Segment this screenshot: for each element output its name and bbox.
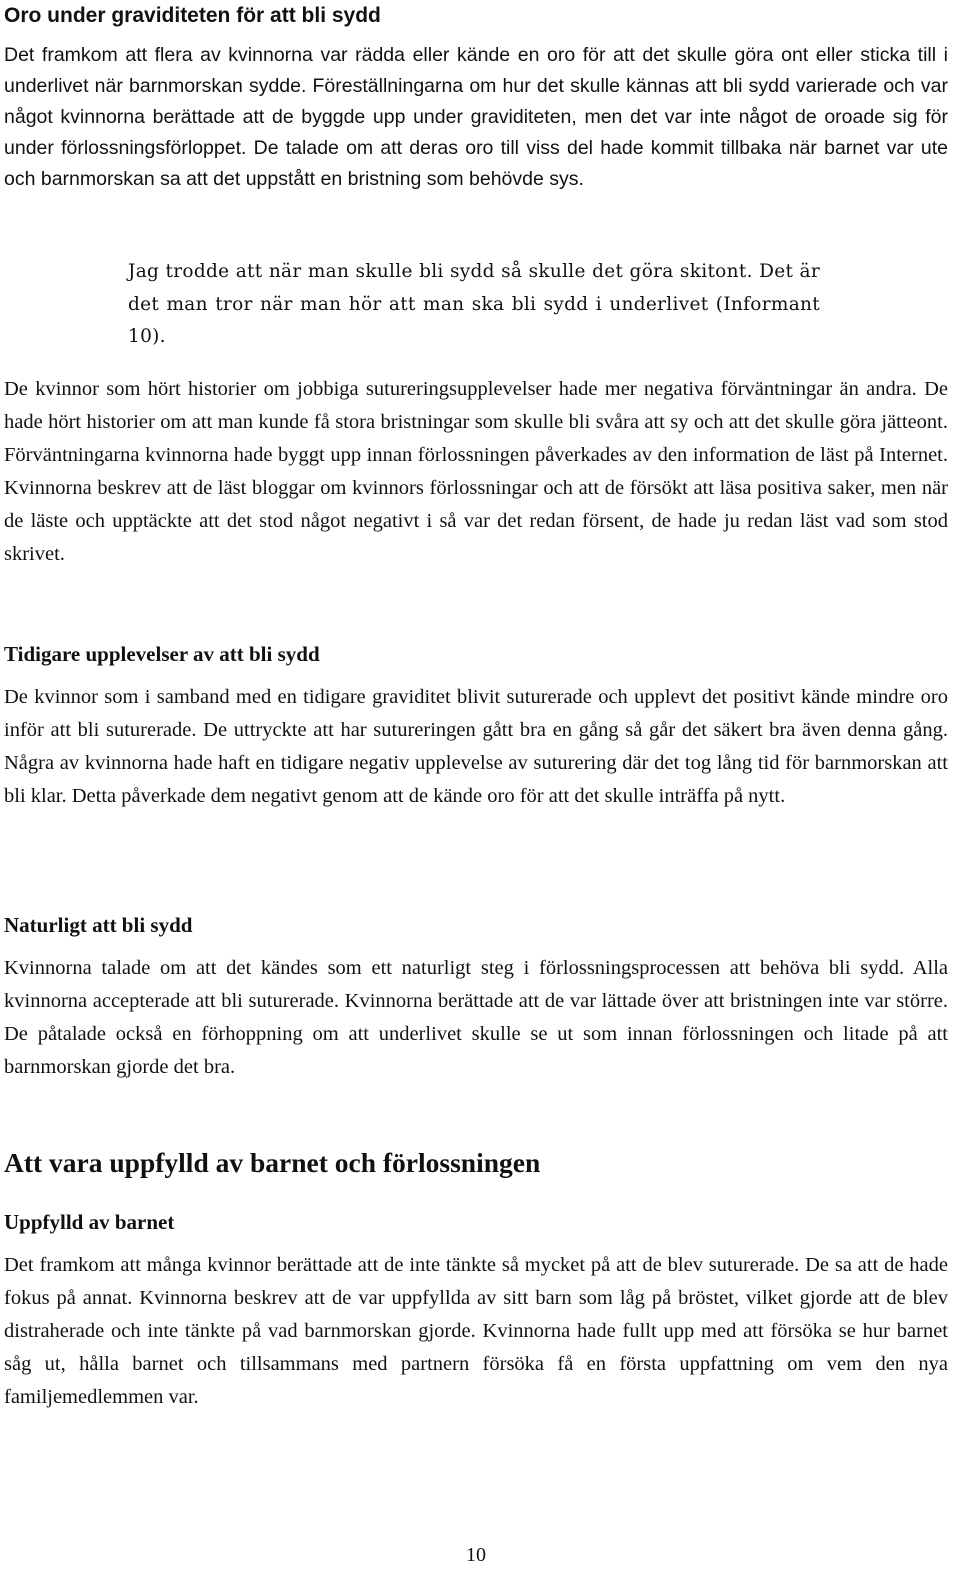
informant-quote: Jag trodde att när man skulle bli sydd så skulle det göra skitont. Det är det man tror när man hör att man ska bli sydd i underlivet (Informant 10). — [128, 261, 820, 347]
page-number: 10 — [466, 1544, 486, 1566]
paragraph-uppfylld-barnet: Det framkom att många kvinnor berättade att de inte tänkte så mycket på att de blev suturerade. De sa att de hade fokus på annat. Kvinnorna beskrev att de var uppfyllda av sitt barn som låg på bröstet, vilket gjorde att de blev distraherade och inte tänkte på vad barnmorskan gjorde. Kvinnorna hade fullt upp med att försöka se hur barnet såg ut, hålla barnet och tillsammans med partnern försöka få en första uppfattning om vem den nya familjemedlemmen var. — [4, 1254, 948, 1408]
chapter-heading-uppfylld: Att vara uppfylld av barnet och förlossningen — [4, 1147, 541, 1178]
section-heading-tidigare: Tidigare upplevelser av att bli sydd — [4, 642, 320, 666]
section-heading-oro: Oro under graviditeten för att bli sydd — [4, 4, 381, 27]
paragraph-oro-intro: Det framkom att flera av kvinnorna var rädda eller kände en oro för att det skulle göra ont eller sticka till i underlivet när barnmorskan sydde. Föreställningarna om hur det skulle kännas att bli sydd varierade och var något kvinnorna berättade att de byggde upp under graviditeten, men det var inte något de oroade sig för under förlossningsförloppet. De talade om att deras oro till viss del hade kommit tillbaka när barnet var ute och barnmorskan sa att det uppstått en bristning som behövde sys. — [4, 44, 948, 190]
paragraph-tidigare: De kvinnor som i samband med en tidigare graviditet blivit suturerade och upplevt det positivt kände mindre oro inför att bli suturerade. De uttryckte att har sutureringen gått bra en gång så går det säkert bra även denna gång. Några av kvinnorna hade haft en tidigare negativ upplevelse av suturering där det tog lång tid för barnmorskan att bli klar. Detta påverkade dem negativt genom att de kände oro för att det skulle inträffa på nytt. — [4, 686, 948, 807]
section-heading-naturligt: Naturligt att bli sydd — [4, 913, 193, 937]
section-heading-uppfylld-barnet: Uppfylld av barnet — [4, 1210, 175, 1234]
paragraph-naturligt: Kvinnorna talade om att det kändes som ett naturligt steg i förlossningsprocessen att behöva bli sydd. Alla kvinnorna accepterade att bli suturerade. Kvinnorna berättade att de var lättade över att bristningen inte var större. De påtalade också en förhoppning om att underlivet skulle se ut som innan förlossningen och litade på att barnmorskan gjorde det bra. — [4, 957, 948, 1078]
paragraph-oro-expectations: De kvinnor som hört historier om jobbiga sutureringsupplevelser hade mer negativa förväntningar än andra. De hade hört historier om att man kunde få stora bristningar som skulle bli svåra att sy och att det skulle göra jätteont. Förväntningarna kvinnorna hade byggt upp innan förlossningen påverkades av den information de läst på Internet. Kvinnorna beskrev att de läst bloggar om kvinnors förlossningar och att de försökt att läsa positiva saker, men när de läste och upptäckte att det stod något negativt i så var det redan försent, de hade ju redan läst vad som stod skrivet. — [4, 378, 948, 565]
